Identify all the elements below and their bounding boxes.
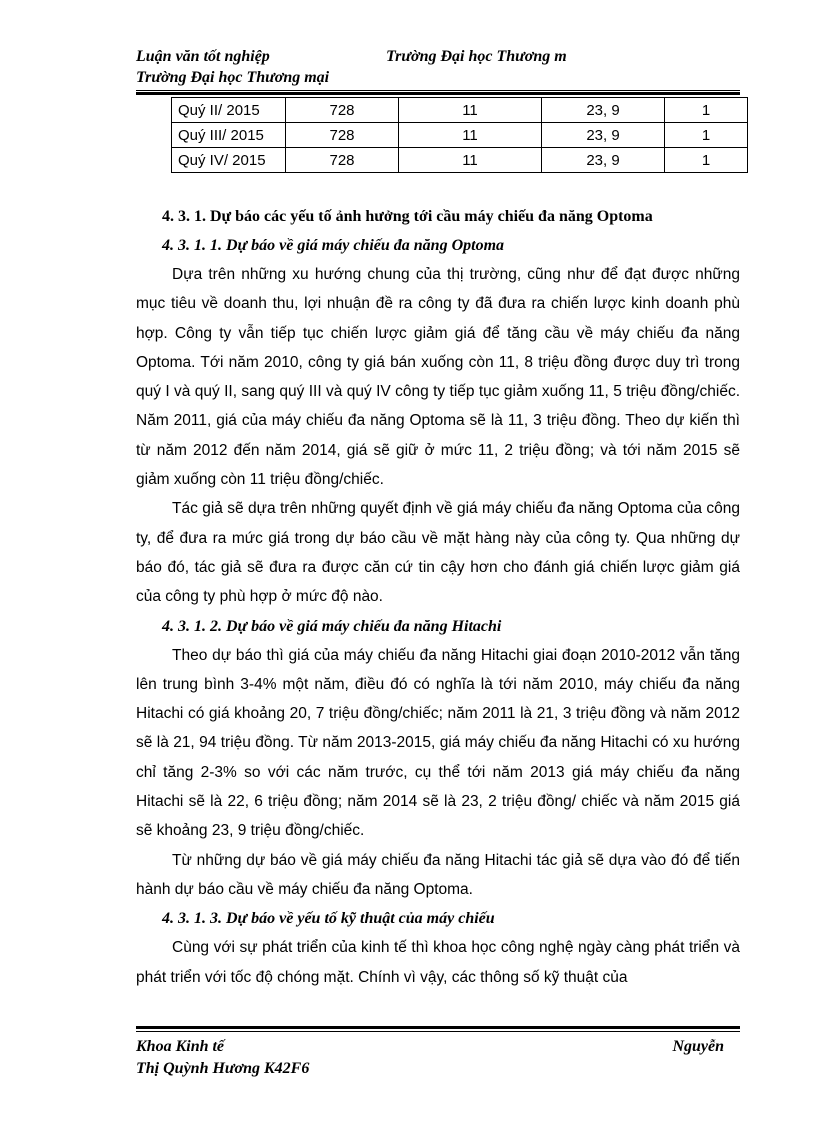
header-rule-thin xyxy=(136,90,740,91)
footer-author-name: Thị Quỳnh Hương K42F6 xyxy=(136,1060,310,1077)
footer-faculty: Khoa Kinh tế xyxy=(136,1038,225,1055)
table-cell: 11 xyxy=(399,123,542,148)
header-rule-thick xyxy=(136,92,740,95)
table-cell: 1 xyxy=(665,123,748,148)
header-university-right: Trường Đại học Thương m xyxy=(386,48,567,65)
paragraph: Từ những dự báo về giá máy chiếu đa năng Hitachi tác giả sẽ dựa vào đó để tiến hành dự báo cầu về máy chiếu đa năng Optoma. xyxy=(136,851,740,898)
table-cell: Quý IV/ 2015 xyxy=(172,148,286,173)
subsection-heading-hitachi-price: 4. 3. 1. 2. Dự báo về giá máy chiếu đa năng Hitachi xyxy=(162,617,502,635)
table-cell: Quý II/ 2015 xyxy=(172,98,286,123)
footer-rule-thick xyxy=(136,1026,740,1029)
paragraph: Tác giả sẽ dựa trên những quyết định về giá máy chiếu đa năng Optoma của công ty, để đưa ra mức giá trong dự báo cầu về mặt hàng này của công ty. Qua những dự báo đó, tác giả sẽ đưa ra được căn cứ tin cậy hơn cho đánh giá chiến lược giảm giá của công ty phù hợp ở mức độ nào. xyxy=(136,500,740,606)
paragraph: Dựa trên những xu hướng chung của thị trường, cũng như để đạt được những mục tiêu về doanh thu, lợi nhuận đề ra công ty đã đưa ra chiến lược kinh doanh phù hợp. Công ty vẫn tiếp tục chiến lược giảm giá để tăng cầu về máy chiếu đa năng Optoma. Tới năm 2010, công ty giá bán xuống còn 11, 8 triệu đồng được duy trì trong quý I và quý II, sang quý III và quý IV công ty tiếp tục giảm xuống 11, 5 triệu đồng/chiếc. Năm 2011, giá của máy chiếu đa năng Optoma sẽ là 11, 3 triệu đồng. Theo dự kiến thì từ năm 2012 đến năm 2014, giá sẽ giữ ở mức 11, 2 triệu đồng; và tới năm 2015 sẽ giảm xuống còn 11 triệu đồng/chiếc. xyxy=(136,266,740,489)
forecast-table xyxy=(171,97,748,173)
footer-author-surname: Nguyễn xyxy=(672,1038,724,1055)
table-cell: Quý III/ 2015 xyxy=(172,123,286,148)
table-row xyxy=(172,148,748,173)
table-cell: 23, 9 xyxy=(542,98,665,123)
subsection-heading-optoma-price: 4. 3. 1. 1. Dự báo về giá máy chiếu đa năng Optoma xyxy=(162,237,505,254)
table-cell: 23, 9 xyxy=(542,148,665,173)
table-cell: 23, 9 xyxy=(542,123,665,148)
section-heading: 4. 3. 1. Dự báo các yếu tố ảnh hưởng tới cầu máy chiếu đa năng Optoma xyxy=(162,208,653,225)
table-cell: 11 xyxy=(399,98,542,123)
page-body xyxy=(136,203,740,992)
table-cell: 728 xyxy=(286,148,399,173)
header-university-left: Trường Đại học Thương mại xyxy=(136,69,330,86)
footer-rule-thin xyxy=(136,1031,740,1032)
table-cell: 728 xyxy=(286,123,399,148)
table-cell: 728 xyxy=(286,98,399,123)
subsection-heading-technical: 4. 3. 1. 3. Dự báo về yếu tố kỹ thuật của máy chiếu xyxy=(162,910,495,928)
table-cell: 11 xyxy=(399,148,542,173)
paragraph: Theo dự báo thì giá của máy chiếu đa năng Hitachi giai đoạn 2010-2012 vẫn tăng lên trung bình 3-4% một năm, điều đó có nghĩa là tới năm 2010, máy chiếu đa năng Hitachi có giá khoảng 20, 7 triệu đồng/chiếc; năm 2011 là 21, 3 triệu đồng và năm 2012 sẽ là 21, 94 triệu đồng. Từ năm 2013-2015, giá máy chiếu đa năng Hitachi có xu hướng chỉ tăng 2-3% so với các năm trước, cụ thể tới năm 2013 giá máy chiếu đa năng Hitachi sẽ là 22, 6 triệu đồng; năm 2014 sẽ là 23, 2 triệu đồng/ chiếc và năm 2015 giá sẽ khoảng 23, 9 triệu đồng/chiếc. xyxy=(136,646,740,840)
table-row xyxy=(172,123,748,148)
table-row xyxy=(172,98,748,123)
table-cell: 1 xyxy=(665,148,748,173)
table-cell: 1 xyxy=(665,98,748,123)
header-thesis-label: Luận văn tốt nghiệp xyxy=(136,48,270,65)
paragraph: Cùng với sự phát triển của kinh tế thì khoa học công nghệ ngày càng phát triển và phát triển với tốc độ chóng mặt. Chính vì vậy, các thông số kỹ thuật của xyxy=(136,939,740,986)
